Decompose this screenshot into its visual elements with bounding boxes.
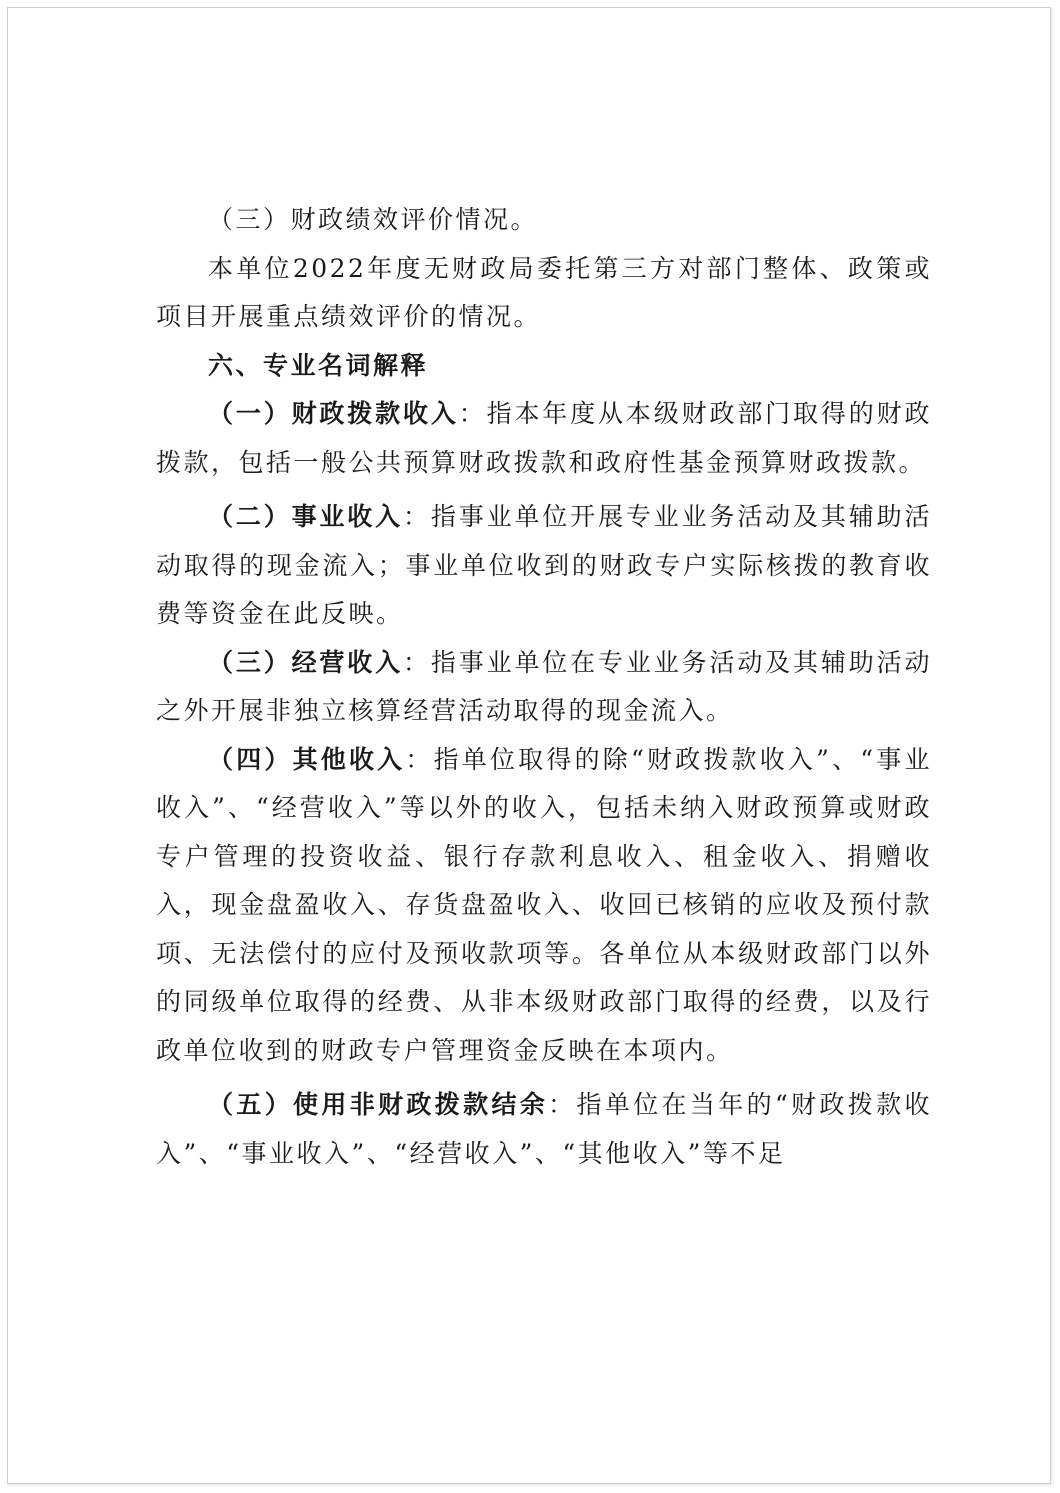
term-1-text: ：指本年度从本级财政部门取得的财政拨款，包括一般公共预算财政拨款和政府性基金预算财政拨款。 [156,399,932,477]
term-3-text: ：指事业单位在专业业务活动及其辅助活动之外开展非独立核算经营活动取得的现金流入。 [156,647,932,725]
term-3-label: （三）经营收入 [208,647,404,677]
term-paragraph-2 [156,493,932,639]
section-6-heading: 六、专业名词解释 [208,350,429,380]
term-4-text: ：指单位取得的除“财政拨款收入”、“事业收入”、“经营收入”等以外的收入，包括未纳入财政预算或财政专户管理的投资收益、银行存款利息收入、租金收入、捐赠收入，现金盘盈收入、存货盘盈收入、收回已核销的应收及预付款项、无法偿付的应付及预收款项等。各单位从本级财政部门以外的同级单位取得的经费、从非本级财政部门取得的经费，以及行政单位收到的财政专户管理资金反映在本项内。 [156,744,932,1065]
term-2-label: （二）事业收入 [208,502,404,531]
term-paragraph-5 [156,1081,932,1178]
section-3-body: 本单位2022年度无财政局委托第三方对部门整体、政策或项目开展重点绩效评价的情况。 [156,253,932,331]
term-paragraph-4 [156,736,932,1076]
term-paragraph-3 [156,639,932,736]
document-page [7,7,1051,1484]
section-3-heading: （三）财政绩效评价情况。 [208,205,539,234]
document-body [156,196,932,1178]
term-2-text: ：指事业单位开展专业业务活动及其辅助活动取得的现金流入；事业单位收到的财政专户实际核拨的教育收费等资金在此反映。 [156,502,932,628]
term-paragraph-1 [156,390,932,487]
term-5-text: ：指单位在当年的“财政拨款收入”、“事业收入”、“经营收入”、“其他收入”等不足 [156,1090,932,1168]
term-5-label: （五）使用非财政拨款结余 [208,1090,549,1119]
term-4-label: （四）其他收入 [208,744,406,774]
term-1-label: （一）财政拨款收入 [208,399,459,428]
